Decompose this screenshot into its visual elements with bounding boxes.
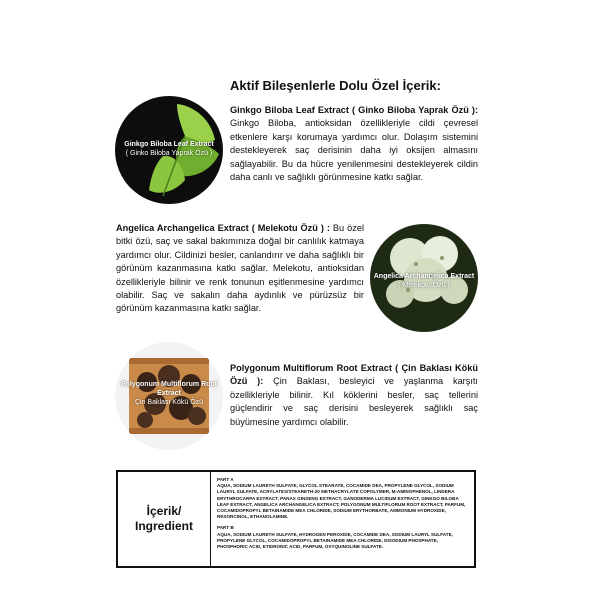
- angelica-caption-title: Angelica Archangelica Extract: [373, 273, 475, 280]
- ingredient-table-label: [118, 472, 211, 566]
- angelica-caption-subtitle: ( Melekotu Özü ): [398, 282, 450, 289]
- angelica-text: Bu özel bitki özü, saç ve sakal bakımınıza doğal bir canlılık katmaya yardımcı olur. Cildinizi besler, canlandırır ve daha sağlıklı bir görünüm kazanmasına katkı sağlar. Melekotu, antioksidan özellikleriyle bilinir ve renk tonunun eşitlenmesine yardımcı olabilir. Saç ve sakalın daha aydınlık ve pürüzsüz bir görünüm kazanmasına katkı sağlar.: [116, 223, 364, 314]
- ingredient-label-line2: Ingredient: [134, 519, 193, 533]
- polygonum-name: Polygonum Multiflorum Root Extract ( Çin Baklası Kökü Özü ):: [230, 363, 478, 387]
- angelica-name: Angelica Archangelica Extract ( Melekotu Özü ) :: [116, 223, 330, 233]
- angelica-description: [116, 222, 364, 316]
- polygonum-image: [115, 342, 223, 450]
- ginkgo-text: Ginkgo Biloba, antioksidan özellikleriyle cildi çevresel etkenlere karşı korumaya yardımcı olur. Dolaşım sistemini destekleyerek saç derisinin daha iyi oksijen almasını sağlayabilir. Bu da hücre yenilenmesini destekleyerek cildin daha canlı ve sağlıklı görünmesine katkı sağlar.: [230, 118, 478, 183]
- ginkgo-caption-subtitle: ( Ginko Biloba Yaprak Özü ): [125, 150, 213, 157]
- ingredient-label-line1: İçerik/: [146, 504, 182, 518]
- ginkgo-name: Ginkgo Biloba Leaf Extract ( Ginko Biloba Yaprak Özü ):: [230, 105, 478, 115]
- ginkgo-description: [230, 104, 478, 184]
- polygonum-caption-title: Polygonum Multiflorum Root Extract: [120, 381, 218, 397]
- part-b-label: PART B: [217, 525, 234, 531]
- part-a-label: PART A: [217, 477, 234, 482]
- part-a-text: AQUA, SODIUM LAURETH SULFATE, GLYCOL STEARATE, COCAMIDE DEA, PROPYLENE GLYCOL, SODIUM LAURYL SULFATE, ACRYLATES/STEARETH-20 METHACRYLATE COPOLYMER, M-AMINOPHENOL, LINDERA ERYTHROCARPA EXTRACT, PANAX GINSENG EXTRACT, GANODERMA LUCIDUM EXTRACT, GINKGO BILOBA LEAF EXTRACT, ANGELICA ARCHANGELICA EXTRACT, POLYGONUM MULTIFLORUM ROOT EXTRACT, PARFUM, COCAMIDOPROPYL BETAINAMIDE MEA CHLORIDE, SODIUM ERYTHORBATE, AMMONIUM HYDROXIDE, RESORCINOL, ETHANOLAMINE.: [217, 483, 466, 520]
- section-heading: Aktif Bileşenlerle Dolu Özel İçerik:: [230, 78, 441, 93]
- ingredient-list: [211, 472, 474, 566]
- ginkgo-image: [115, 96, 223, 204]
- ingredient-table: [116, 470, 476, 568]
- angelica-image: [370, 224, 478, 332]
- part-b-text: AQUA, SODIUM LAURETH SULFATE, HYDROGEN PEROXIDE, COCAMIDE DEA, SODIUM LAURYL SULFATE, PROPYLENE GLYCOL, COCAMIDOPROPYL BETAINAMIDE MEA CHLORIDE, DISODIUM PHOSPHATE, PHOSPHORIC ACID, ETIDRONIC ACID, PARFUM, OXYQUINOLINE SULFATE.: [217, 531, 453, 550]
- polygonum-text: Çin Baklası, besleyici ve yaşlanma karşıtı özellikleriyle bilinir. Kıl köklerini besler, saç tellerini güçlendirir ve saç derisini besleyerek sağlıklı saç büyümesine yardımcı olabilir.: [230, 376, 478, 427]
- polygonum-description: [230, 362, 478, 429]
- polygonum-caption-subtitle: Çin Baklası Kökü Özü: [134, 399, 204, 406]
- ginkgo-caption-title: Ginkgo Biloba Leaf Extract: [124, 141, 214, 148]
